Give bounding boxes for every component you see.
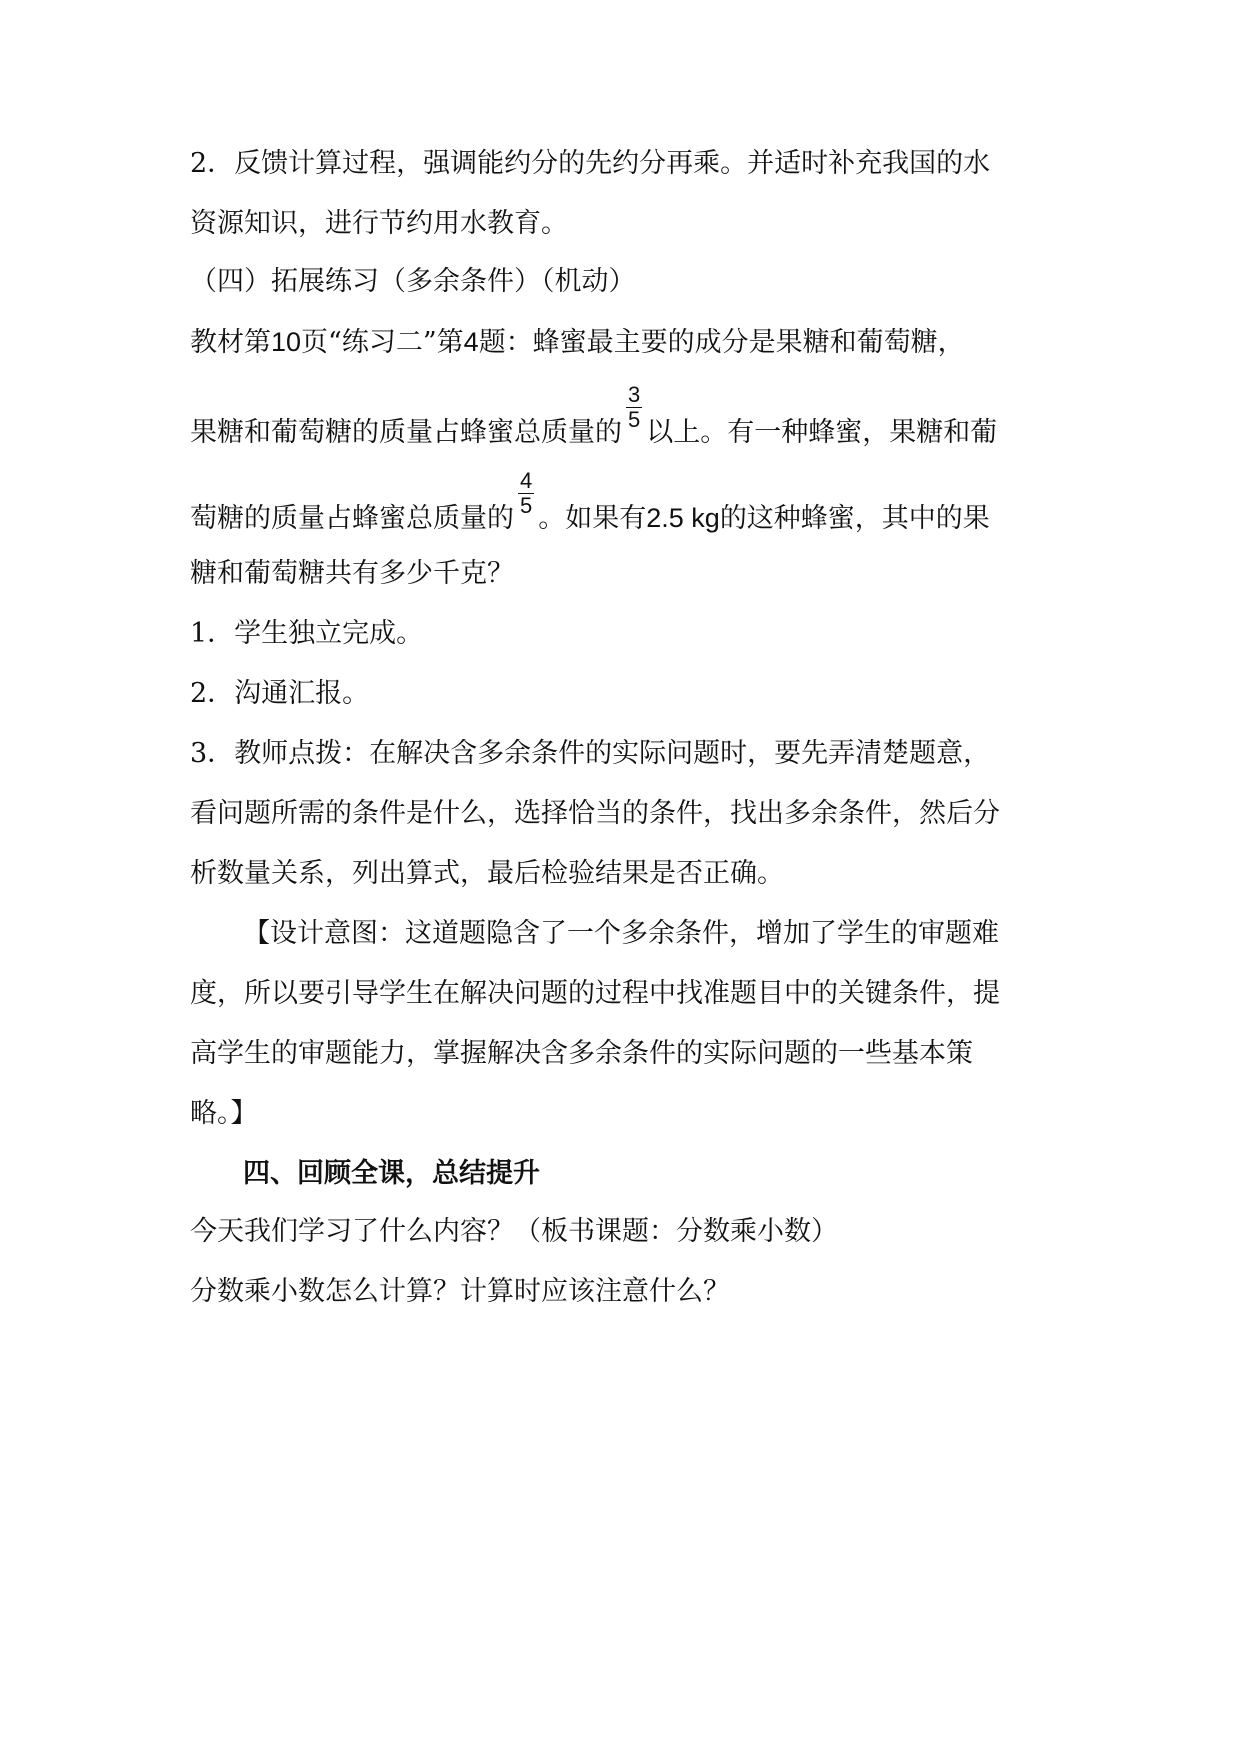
exercise-line: [190, 324, 1070, 361]
exercise-line: [190, 468, 1070, 543]
step-item: 3．教师点拨：在解决含多余条件的实际问题时，要先弄清楚题意，: [190, 738, 991, 769]
fraction-three-fifths: [626, 384, 642, 431]
design-intent-line: 高学生的审题能力，掌握解决含多余条件的实际问题的一些基本策: [190, 1038, 973, 1069]
design-intent-line: 度，所以要引导学生在解决问题的过程中找准题目中的关键条件，提: [190, 978, 1000, 1009]
review-question: 今天我们学习了什么内容？（板书课题：分数乘小数）: [190, 1216, 838, 1247]
fraction-four-fifths: [518, 470, 534, 517]
page-number-ref: 10: [271, 327, 302, 357]
fraction-numerator: 3: [628, 382, 641, 407]
exercise-number-ref: 4: [463, 327, 479, 357]
text-run: 。如果有: [538, 503, 647, 534]
text-run: 萄糖的质量占蜂蜜总质量的: [190, 503, 514, 534]
text-run: 题：蜂蜜最主要的成分是果糖和葡萄糖，: [478, 327, 965, 358]
step-item-continued: 看问题所需的条件是什么，选择恰当的条件，找出多余条件，然后分: [190, 798, 1000, 829]
fraction-denominator: 5: [628, 407, 641, 432]
review-question: 分数乘小数怎么计算？计算时应该注意什么？: [190, 1276, 730, 1307]
paragraph-line: 资源知识，进行节约用水教育。: [190, 208, 568, 239]
paragraph-line: 2．反馈计算过程，强调能约分的先约分再乘。并适时补充我国的水: [190, 148, 991, 179]
mass-value: 2.5 kg: [646, 503, 720, 533]
exercise-line: 糖和葡萄糖共有多少千克？: [190, 558, 514, 589]
text-run: 页“练习二”第: [301, 327, 464, 358]
design-intent-line: 【设计意图：这道题隐含了一个多余条件，增加了学生的审题难: [243, 918, 999, 949]
text-run: 的这种蜂蜜，其中的果: [719, 503, 990, 534]
step-item-continued: 析数量关系，列出算式，最后检验结果是否正确。: [190, 858, 784, 889]
step-item: 2．沟通汇报。: [190, 678, 370, 709]
design-intent-line: 略。】: [190, 1098, 258, 1129]
subsection-heading: （四）拓展练习（多余条件）（机动）: [190, 266, 636, 297]
text-run: 以上。有一种蜂蜜，果糖和葡: [646, 417, 998, 448]
fraction-denominator: 5: [520, 493, 533, 518]
text-run: 教材第: [190, 327, 271, 358]
step-item: 1．学生独立完成。: [190, 618, 424, 649]
section-heading: 四、回顾全课，总结提升: [243, 1158, 540, 1189]
fraction-numerator: 4: [520, 468, 533, 493]
exercise-line: [190, 382, 1070, 457]
text-run: 果糖和葡萄糖的质量占蜂蜜总质量的: [190, 417, 622, 448]
